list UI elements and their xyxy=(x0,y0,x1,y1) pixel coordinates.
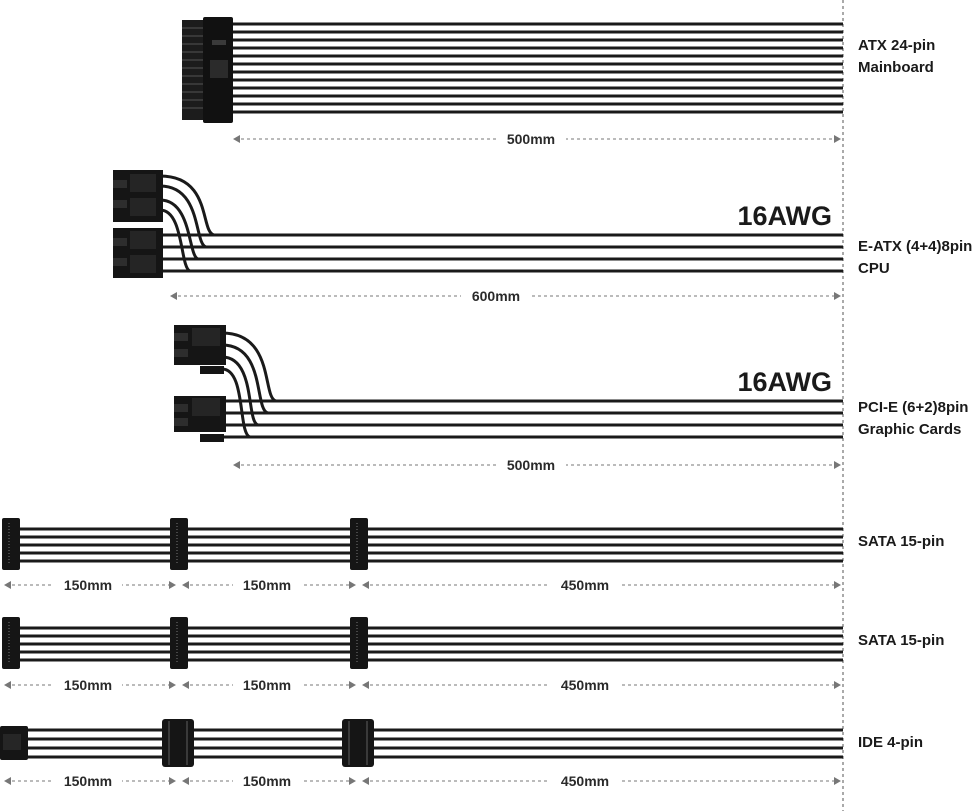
eatx-label-line1: E-ATX (4+4)8pin xyxy=(858,238,973,255)
eatx-label xyxy=(858,236,972,280)
atx-label xyxy=(858,35,935,79)
sata2-segment-2-label: 150mm xyxy=(242,677,292,693)
sata1-cable xyxy=(2,518,843,594)
sata2-segment-1-label: 150mm xyxy=(63,677,113,693)
pcie-gauge-label: 16AWG xyxy=(737,367,832,397)
eatx-length-label: 600mm xyxy=(471,288,521,304)
ide-cable xyxy=(0,719,843,790)
sata2-connector-3 xyxy=(350,617,368,669)
atx-cable xyxy=(182,17,843,148)
atx-connector xyxy=(182,17,233,123)
sata1-segment-2-label: 150mm xyxy=(242,577,292,593)
pcie-upper-connector xyxy=(174,325,226,374)
eatx-lower-connector xyxy=(113,228,163,278)
ide-label xyxy=(858,732,923,754)
ide-label-line1: IDE 4-pin xyxy=(858,734,924,751)
sata2-label-line1: SATA 15-pin xyxy=(858,632,945,649)
eatx-label-line2: CPU xyxy=(858,260,890,277)
eatx-upper-connector xyxy=(113,170,163,222)
sata2-dimension xyxy=(4,676,841,694)
sata2-cable xyxy=(2,617,843,694)
pcie-label xyxy=(858,397,968,441)
pcie-lower-connector xyxy=(174,396,226,442)
eatx-gauge-label: 16AWG xyxy=(737,201,832,231)
sata1-dimension xyxy=(4,576,841,594)
sata1-connector-1 xyxy=(2,518,20,570)
atx-label-line1: ATX 24-pin xyxy=(858,37,936,54)
pcie-label-line2: Graphic Cards xyxy=(858,421,962,438)
eatx-dimension xyxy=(170,287,841,305)
ide-segment-3-label: 450mm xyxy=(560,773,610,789)
sata2-connector-1 xyxy=(2,617,20,669)
pcie-cable xyxy=(174,325,843,474)
sata1-label xyxy=(858,531,944,553)
sata2-label xyxy=(858,630,944,652)
pcie-label-line1: PCI-E (6+2)8pin xyxy=(858,399,969,416)
sata2-connector-2 xyxy=(170,617,188,669)
atx-label-line2: Mainboard xyxy=(858,59,934,76)
sata1-connector-3 xyxy=(350,518,368,570)
ide-connector-3 xyxy=(342,719,374,767)
ide-dimension xyxy=(4,772,841,790)
sata1-segment-1-label: 150mm xyxy=(63,577,113,593)
atx-length-label: 500mm xyxy=(506,131,556,147)
sata1-label-line1: SATA 15-pin xyxy=(858,533,945,550)
eatx-cable xyxy=(113,170,843,305)
sata1-connector-2 xyxy=(170,518,188,570)
ide-segment-1-label: 150mm xyxy=(63,773,113,789)
atx-dimension xyxy=(233,130,841,148)
sata2-segment-3-label: 450mm xyxy=(560,677,610,693)
ide-connector-1 xyxy=(0,726,28,760)
ide-connector-2 xyxy=(162,719,194,767)
ide-segment-2-label: 150mm xyxy=(242,773,292,789)
pcie-dimension xyxy=(233,456,841,474)
pcie-length-label: 500mm xyxy=(506,457,556,473)
sata1-segment-3-label: 450mm xyxy=(560,577,610,593)
